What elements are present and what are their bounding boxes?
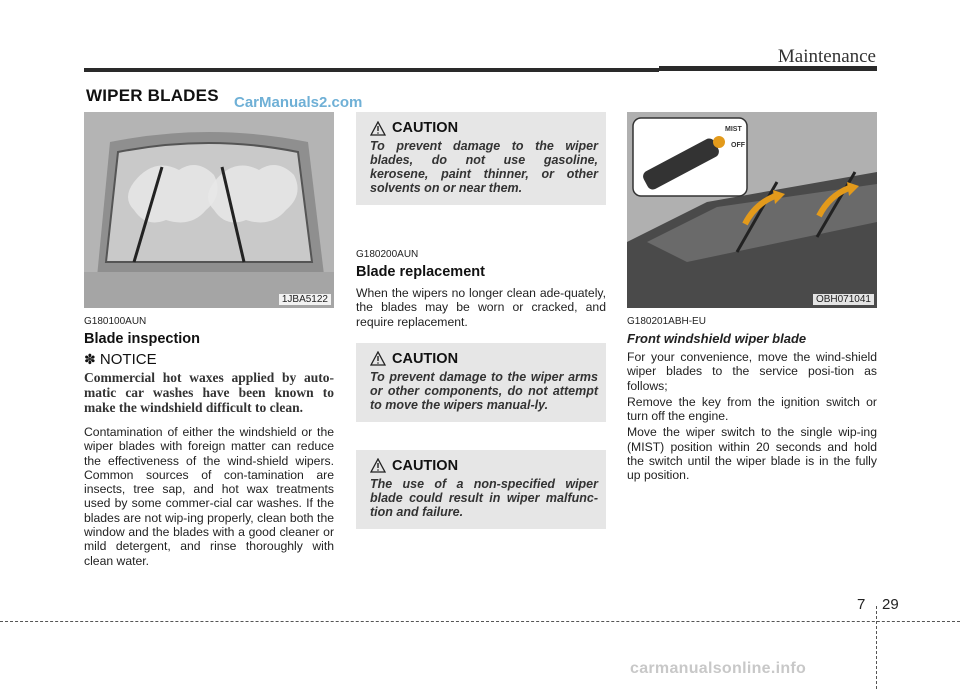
column-blade-inspection	[84, 112, 334, 568]
section-label: Maintenance	[777, 46, 876, 67]
column-service-position	[627, 112, 877, 485]
warning-triangle-icon	[370, 121, 386, 136]
caution-title: CAUTION	[392, 350, 459, 367]
windshield-illustration	[84, 112, 334, 308]
notice-title	[84, 351, 334, 368]
figure-code: OBH071041	[813, 294, 874, 305]
caution-body: The use of a non-specified wiper blade could result in wiper malfunc-tion and failure.	[370, 476, 598, 519]
notice-label: NOTICE	[99, 351, 157, 368]
figure-code: 1JBA5122	[279, 294, 331, 305]
wiper-switch-illustration	[627, 112, 877, 308]
paragraph: Remove the key from the ignition switch or turn off the engine.	[627, 394, 877, 424]
page-number: 29	[882, 596, 899, 613]
caution-box-solvents	[356, 112, 606, 205]
page-title: WIPER BLADES	[86, 86, 219, 105]
warning-triangle-icon	[370, 351, 386, 366]
paragraph: For your convenience, move the wind-shield wiper blades to the service posi-tion as follows;	[627, 350, 877, 393]
caution-title: CAUTION	[392, 120, 459, 136]
doc-code: G180200AUN	[356, 249, 419, 260]
caution-title: CAUTION	[392, 457, 459, 474]
figure-windshield-contamination	[84, 112, 334, 308]
footer-divider	[876, 606, 877, 689]
doc-code: G180201ABH-EU	[627, 316, 706, 327]
chapter-number: 7	[857, 596, 866, 613]
caution-body: To prevent damage to the wiper blades, do not use gasoline, kerosene, paint thinner, or other solvents on or near them.	[370, 139, 598, 195]
watermark-bottom[interactable]: carmanualsonline.info	[630, 660, 807, 677]
watermark-top[interactable]: CarManuals2.com	[234, 94, 363, 111]
switch-label-mist: MIST	[725, 126, 742, 133]
replacement-body: When the wipers no longer clean ade-quately, the blades may be worn or cracked, and require replacement.	[356, 286, 606, 329]
caution-box-manual-move	[356, 343, 606, 422]
caution-body: To prevent damage to the wiper arms or other components, do not attempt to move the wipers manual-ly.	[370, 369, 598, 412]
warning-triangle-icon	[370, 458, 386, 473]
footer-rule	[0, 621, 960, 622]
notice-star-icon: ✽	[84, 351, 96, 367]
service-position-body	[627, 350, 877, 483]
figure-wiper-switch	[627, 112, 877, 308]
heading-blade-replacement: Blade replacement	[356, 264, 485, 280]
header-rule	[84, 68, 659, 72]
caution-box-non-specified	[356, 450, 606, 529]
paragraph: Move the wiper switch to the single wip-ing (MIST) position within 20 seconds and hold the switch until the wiper blade is in the fully up position.	[627, 425, 877, 483]
column-blade-replacement	[356, 112, 606, 529]
subheading-front-wiper: Front windshield wiper blade	[627, 331, 807, 346]
inspection-body: Contamination of either the windshield or the wiper blades with foreign matter can reduce the effectiveness of the wind-shield wipers. Common sources of con-tamination are insects, tree sap, and hot wax treatments used by some commer-cial car washes. If the blades are not wip-ing properly, clean both the window and the blades with a good cleaner or mild detergent, and rinse thoroughly with clean water.	[84, 425, 334, 568]
doc-code: G180100AUN	[84, 316, 147, 327]
heading-blade-inspection: Blade inspection	[84, 331, 201, 347]
switch-label-off: OFF	[731, 142, 745, 149]
notice-body: Commercial hot waxes applied by auto-matic car washes have been known to make the windshield difficult to clean.	[84, 370, 334, 415]
